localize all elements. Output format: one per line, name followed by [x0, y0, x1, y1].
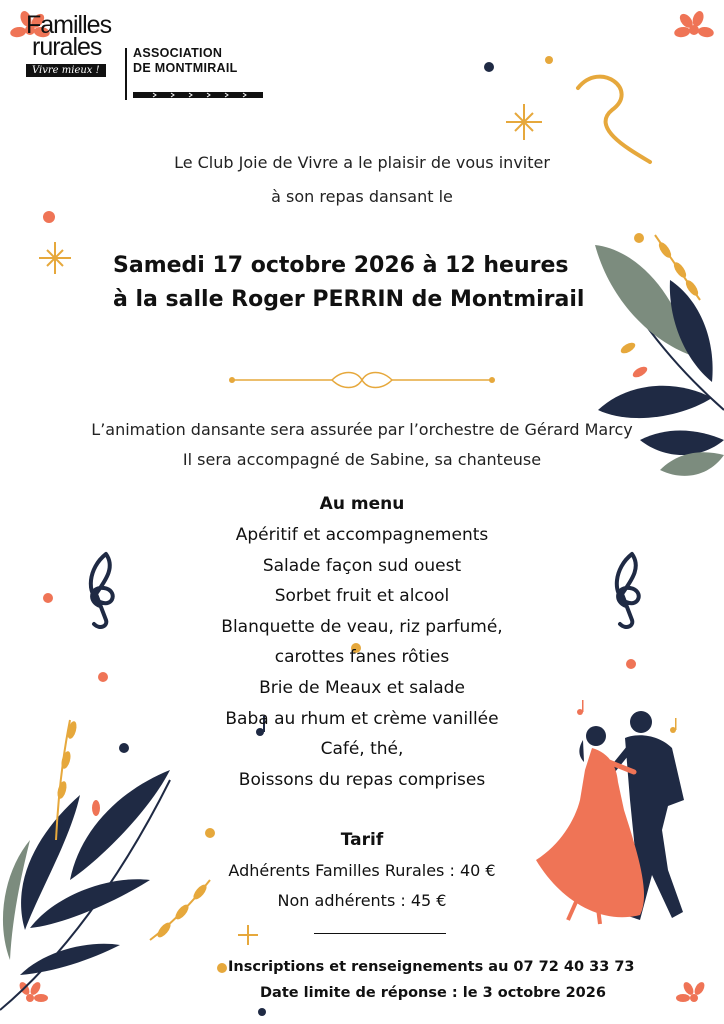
familles-rurales-logo: [26, 11, 118, 77]
sparkle-icon: [238, 925, 258, 945]
arrow-bar-icon: [133, 92, 263, 98]
menu-item: Café, thé,: [320, 739, 404, 760]
logo-word-familles: Familles: [26, 11, 112, 39]
tarif-title: Tarif: [340, 830, 384, 850]
tarif-members: Adhérents Familles Rurales : 40 €: [228, 861, 496, 880]
menu-item: carottes fanes rôties: [274, 647, 450, 668]
sparkle-icon: [506, 104, 542, 140]
association-line2: DE MONTMIRAIL: [133, 61, 238, 75]
animation-line1: L’animation dansante sera assurée par l’orchestre de Gérard Marcy: [91, 420, 633, 439]
dot-icon: [484, 62, 494, 72]
contact-registration: Inscriptions et renseignements au 07 72 40 33 73: [228, 959, 635, 975]
menu-item: Baba au rhum et crème vanillée: [225, 708, 499, 729]
menu-item: Blanquette de veau, riz parfumé,: [221, 616, 503, 637]
sparkle-icon: [39, 242, 71, 274]
corner-flower-icon: [676, 980, 706, 1002]
dot-icon: [217, 963, 227, 973]
ornamental-divider-icon: [228, 370, 496, 390]
animation-info: [0, 415, 724, 475]
dot-icon: [545, 56, 553, 64]
menu-item: Salade façon sud ouest: [262, 555, 462, 576]
intro-line1: Le Club Joie de Vivre a le plaisir de vous inviter: [174, 153, 550, 172]
logo-word-rurales: rurales: [32, 33, 102, 61]
dot-icon: [634, 233, 644, 243]
menu-item: Sorbet fruit et alcool: [274, 586, 450, 607]
menu-item: Apéritif et accompagnements: [235, 525, 489, 545]
menu-item: Boissons du repas comprises: [238, 769, 486, 790]
association-line1: ASSOCIATION: [133, 46, 223, 60]
divider-line: [314, 933, 446, 934]
tarif-non-members: Non adhérents : 45 €: [277, 891, 447, 910]
menu-item: Brie de Meaux et salade: [259, 677, 465, 698]
event-date: Samedi 17 octobre 2026 à 12 heures: [113, 253, 569, 278]
logo-slogan: Vivre mieux !: [26, 64, 106, 77]
intro-line2: à son repas dansant le: [271, 187, 453, 206]
corner-flower-icon: [673, 9, 714, 38]
event-venue: à la salle Roger PERRIN de Montmirail: [113, 287, 585, 312]
logo-separator: [125, 48, 127, 100]
invitation-intro: [0, 146, 724, 214]
menu-list: [0, 520, 724, 795]
menu-title: Au menu: [319, 494, 405, 514]
association-name: [133, 46, 238, 76]
contact-deadline: Date limite de réponse : le 3 octobre 2026: [260, 985, 606, 1001]
animation-line2: Il sera accompagné de Sabine, sa chanteuse: [182, 450, 542, 469]
dot-icon: [258, 1008, 266, 1016]
tarif-list: [0, 856, 724, 916]
